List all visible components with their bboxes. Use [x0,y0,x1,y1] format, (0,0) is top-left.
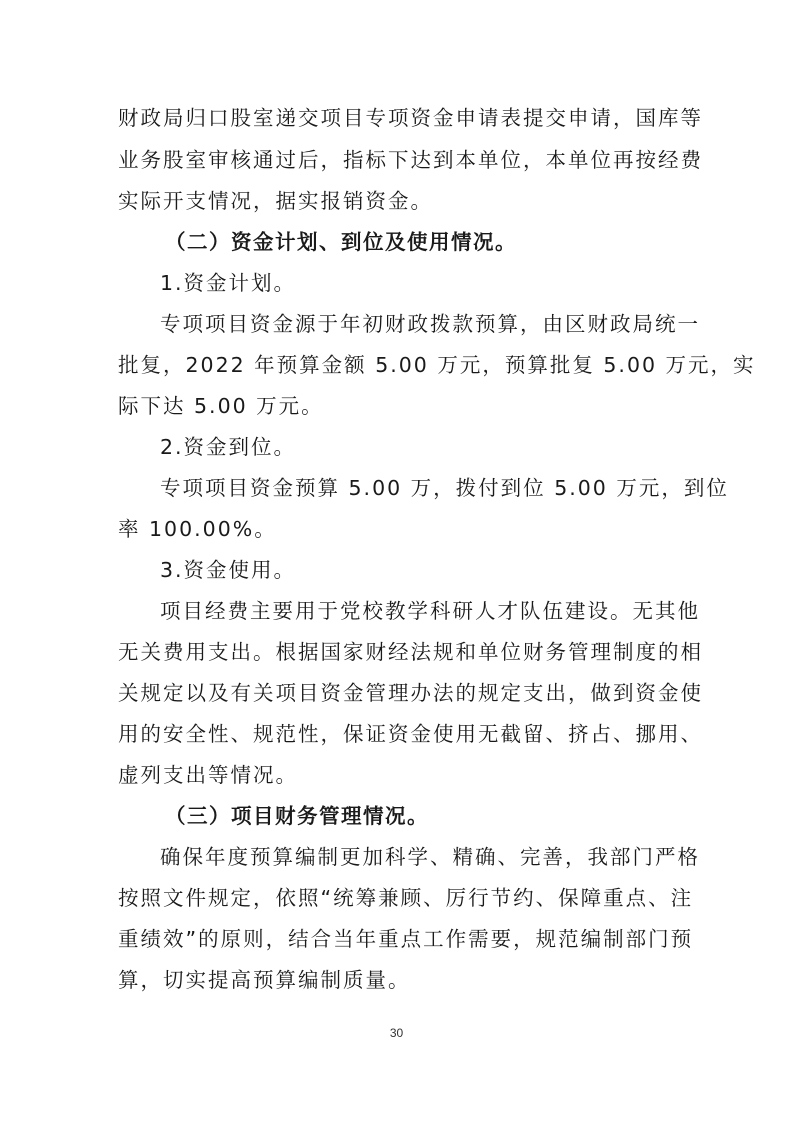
paragraph-line: 确保年度预算编制更加科学、精确、完善，我部门严格 [160,845,700,869]
page-number: 30 [389,1026,404,1040]
paragraph-line: 实际开支情况，据实报销资金。 [118,189,433,213]
subsection-heading: 3.资金使用。 [160,558,297,582]
paragraph-line: 用的安全性、规范性，保证资金使用无截留、挤占、挪用、 [118,722,703,746]
section-heading: （三）项目财务管理情况。 [165,804,429,828]
paragraph-line: 虚列支出等情况。 [118,763,298,787]
paragraph-line: 率 100.00%。 [118,517,277,541]
paragraph-line: 算，切实提高预算编制质量。 [118,968,411,992]
subsection-heading: 1.资金计划。 [160,271,297,295]
subsection-heading: 2.资金到位。 [160,435,297,459]
paragraph-line: 业务股室审核通过后，指标下达到本单位，本单位再按经费 [118,148,703,172]
section-heading: （二）资金计划、到位及使用情况。 [165,230,517,254]
paragraph-line: 专项项目资金预算 5.00 万，拨付到位 5.00 万元，到位 [160,476,729,500]
paragraph-line: 财政局归口股室递交项目专项资金申请表提交申请，国库等 [118,106,703,130]
paragraph-line: 项目经费主要用于党校教学科研人才队伍建设。无其他 [160,599,700,623]
paragraph-line: 关规定以及有关项目资金管理办法的规定支出，做到资金使 [118,681,703,705]
paragraph-line: 批复，2022 年预算金额 5.00 万元，预算批复 5.00 万元，实 [118,353,756,377]
paragraph-line: 按照文件规定，依照“统筹兼顾、厉行节约、保障重点、注 [118,886,694,910]
paragraph-line: 际下达 5.00 万元。 [118,394,324,418]
paragraph-line: 专项项目资金源于年初财政拨款预算，由区财政局统一 [160,312,700,336]
paragraph-line: 无关费用支出。根据国家财经法规和单位财务管理制度的相 [118,640,703,664]
paragraph-line: 重绩效”的原则，结合当年重点工作需要，规范编制部门预 [118,927,694,951]
